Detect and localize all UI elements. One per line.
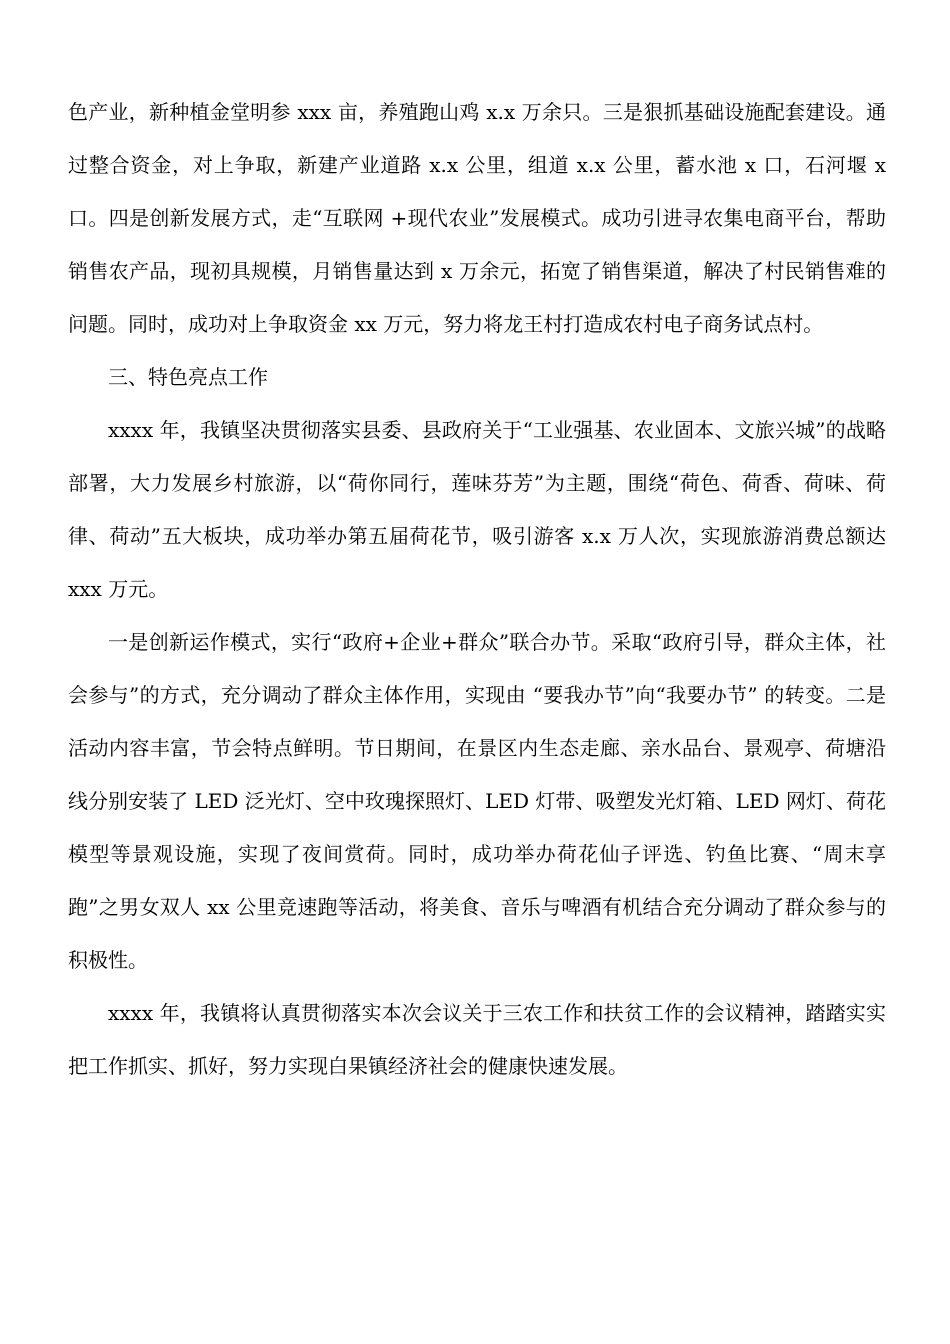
section-heading-highlights: 三、特色亮点工作: [108, 365, 268, 389]
paragraph-operation-mode: 一是创新运作模式，实行“政府+企业+群众”联合办节。采取“政府引导，群众主体，社会参与”的方式，充分调动了群众主体作用，实现由 “要我办节”向“我要办节” 的转变。二是活动内容丰富，节会特点鲜明。节日期间，在景区内生态走廊、亲水品台、景观亭、荷塘沿线分别安装了 LED 泛光灯、空中玫瑰探照灯、LED 灯带、吸塑发光灯箱、LED 网灯、荷花模型等景观设施，实现了夜间赏荷。同时，成功举办荷花仙子评选、钓鱼比赛、“周末享跑”之男女双人 xx 公里竞速跑等活动，将美食、音乐与啤酒有机结合充分调动了群众参与的积极性。: [68, 630, 886, 972]
paragraph-lotus-festival: xxxx 年，我镇坚决贯彻落实县委、县政府关于“工业强基、农业固本、文旅兴城”的战略部署，大力发展乡村旅游，以“荷你同行，莲味芬芳”为主题，围绕“荷色、荷香、荷味、荷律、荷动”五大板块，成功举办第五届荷花节，吸引游客 x.x 万人次，实现旅游消费总额达 xxx 万元。: [68, 418, 886, 601]
paragraph-next-year: xxxx 年，我镇将认真贯彻落实本次会议关于三农工作和扶贫工作的会议精神，踏踏实实把工作抓实、抓好，努力实现白果镇经济社会的健康快速发展。: [68, 1001, 886, 1078]
paragraph-continued-industry: 色产业，新种植金堂明参 xxx 亩，养殖跑山鸡 x.x 万余只。三是狠抓基础设施配套建设。通过整合资金，对上争取，新建产业道路 x.x 公里，组道 x.x 公里，蓄水池 x 口，石河堰 x 口。四是创新发展方式，走“互联网 +现代农业”发展模式。成功引进寻农集电商平台，帮助销售农产品，现初具规模，月销售量达到 x 万余元，拓宽了销售渠道，解决了村民销售难的问题。同时，成功对上争取资金 xx 万元，努力将龙王村打造成农村电子商务试点村。: [68, 100, 886, 336]
document-body: [68, 86, 886, 1093]
